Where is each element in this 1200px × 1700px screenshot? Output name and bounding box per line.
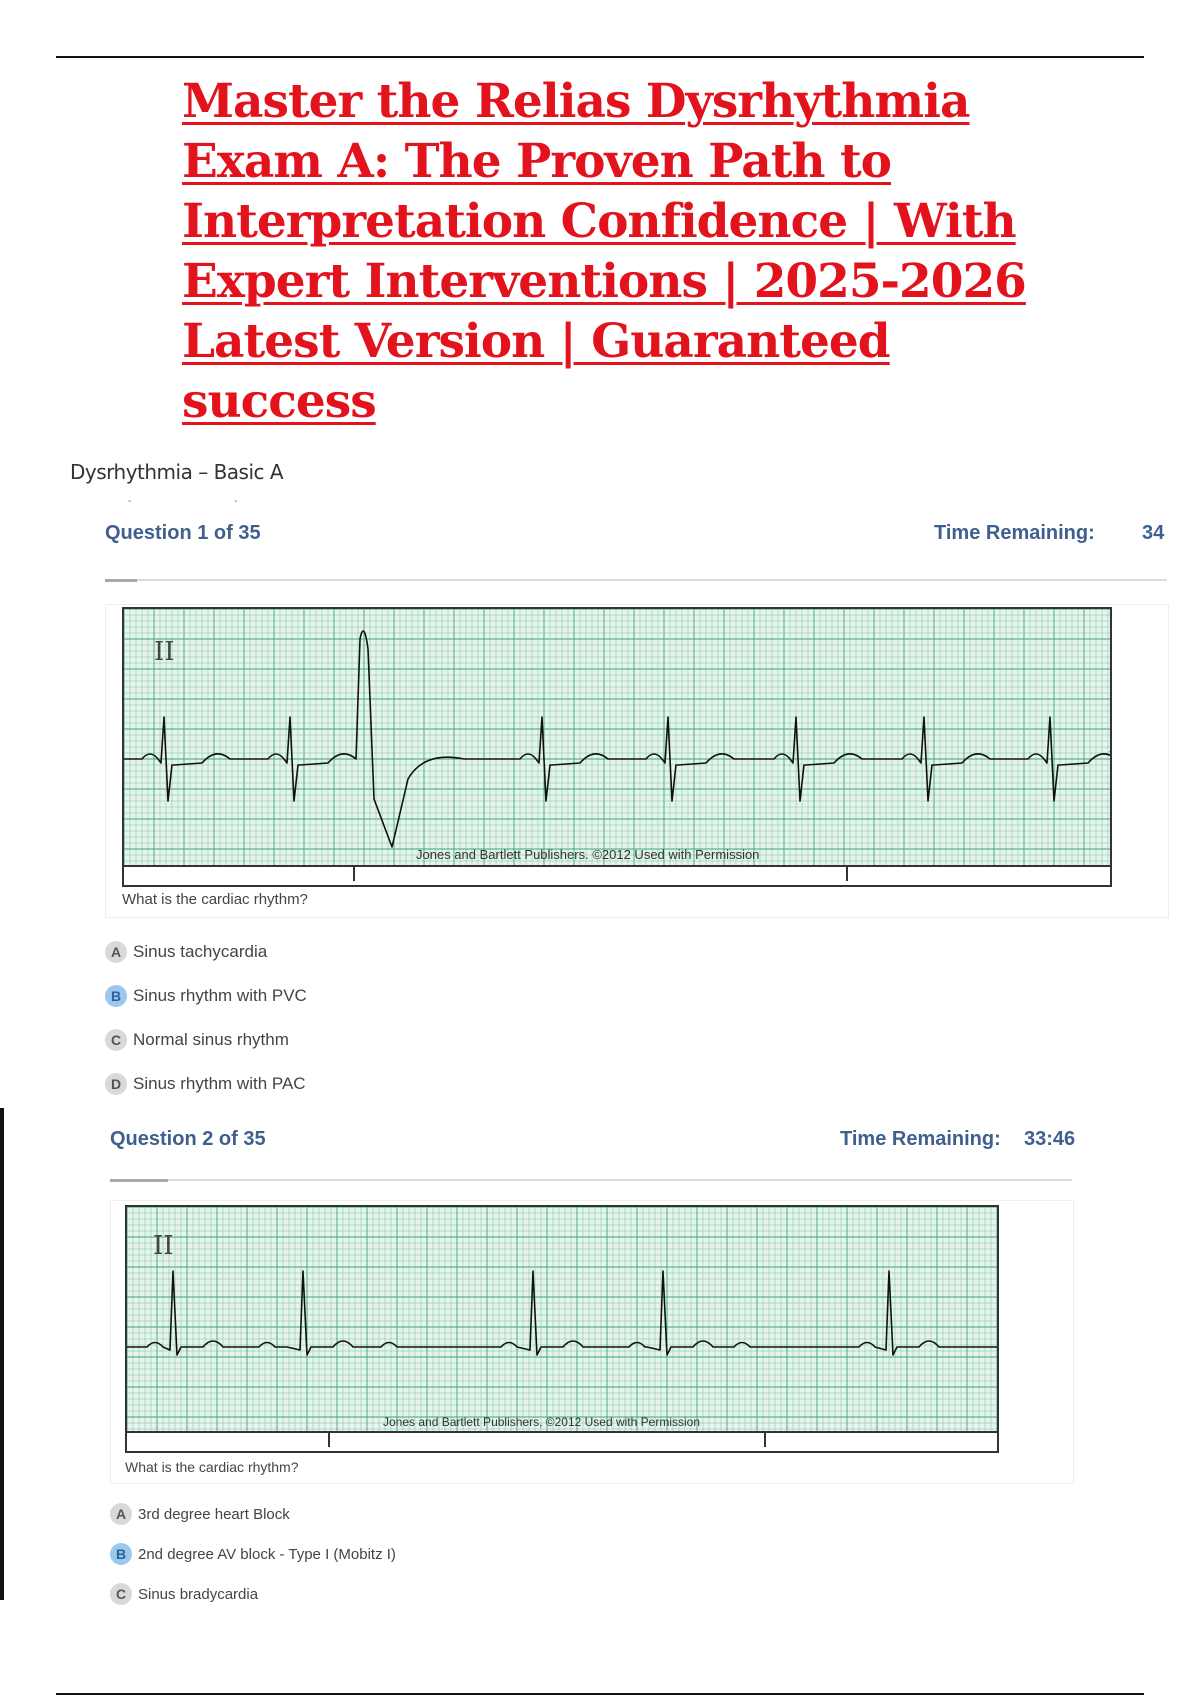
answer-option[interactable] [110, 1542, 396, 1566]
question-1-time-value: 34 [1142, 522, 1165, 544]
ecg-strip-2 [125, 1205, 999, 1453]
question-1-prompt: What is the cardiac rhythm? [122, 891, 308, 908]
ecg-credit: Jones and Bartlett Publishers. ©2012 Used with Permission [416, 847, 760, 862]
ecg-time-ruler [127, 1431, 997, 1451]
answer-text: Sinus bradycardia [138, 1585, 259, 1603]
ruler-tick [764, 1433, 766, 1447]
left-margin-bar [0, 1108, 4, 1600]
bottom-rule [56, 1693, 1144, 1695]
answer-text: 3rd degree heart Block [138, 1505, 290, 1523]
ecg-time-ruler [124, 865, 1110, 885]
decorative-marks: - - [128, 496, 288, 507]
question-2-progress-fill [110, 1179, 168, 1182]
top-rule [56, 56, 1144, 58]
answer-text: Sinus rhythm with PVC [133, 986, 307, 1005]
question-1-answers [105, 940, 307, 1116]
answer-text: Sinus tachycardia [133, 942, 268, 961]
answer-letter-selected: B [110, 1543, 132, 1565]
answer-letter: C [105, 1029, 127, 1051]
question-1-progress-fill [105, 579, 137, 582]
question-1-time-label: Time Remaining: [934, 522, 1095, 544]
section-label: Dysrhythmia – Basic A [70, 460, 284, 484]
document-title: Master the Relias Dysrhythmia Exam A: The Proven Path to Interpretation Confidence | With Expert Interventions | 2025-2026 Latest Version | Guaranteed success [182, 74, 1026, 429]
ruler-tick [328, 1433, 330, 1447]
question-2-panel [110, 1200, 1074, 1484]
question-2-time-label: Time Remaining: [840, 1128, 1001, 1150]
ecg-paper [127, 1207, 997, 1431]
answer-letter: A [110, 1503, 132, 1525]
ecg-lead-label: II [154, 637, 175, 667]
question-2-progress-track [110, 1179, 1072, 1181]
answer-option[interactable] [105, 1028, 307, 1052]
question-2-header: Question 2 of 35 [110, 1128, 266, 1150]
answer-letter: D [105, 1073, 127, 1095]
answer-letter: A [105, 941, 127, 963]
ecg-credit: Jones and Bartlett Publishers, ©2012 Used with Permission [383, 1415, 700, 1429]
answer-letter-selected: B [105, 985, 127, 1007]
ecg-paper [124, 609, 1110, 865]
answer-letter: C [110, 1583, 132, 1605]
answer-option[interactable] [105, 984, 307, 1008]
ecg-lead-label: II [153, 1231, 174, 1261]
answer-text: Normal sinus rhythm [133, 1030, 289, 1049]
ruler-tick [846, 867, 848, 881]
question-1-panel [105, 604, 1169, 918]
answer-text: 2nd degree AV block - Type I (Mobitz I) [138, 1545, 396, 1563]
ecg-strip-1 [122, 607, 1112, 887]
question-2-answers [110, 1502, 396, 1622]
answer-option[interactable] [105, 1072, 307, 1096]
ecg-strip-1-svg [124, 609, 1110, 865]
answer-option[interactable] [110, 1582, 396, 1606]
answer-option[interactable] [105, 940, 307, 964]
ruler-tick [353, 867, 355, 881]
ecg-strip-2-svg [127, 1207, 997, 1431]
answer-option[interactable] [110, 1502, 396, 1526]
answer-text: Sinus rhythm with PAC [133, 1074, 306, 1093]
question-1-progress-track [105, 579, 1167, 581]
question-1-header: Question 1 of 35 [105, 522, 261, 544]
question-2-time-value: 33:46 [1024, 1128, 1076, 1150]
question-2-prompt: What is the cardiac rhythm? [125, 1459, 299, 1475]
